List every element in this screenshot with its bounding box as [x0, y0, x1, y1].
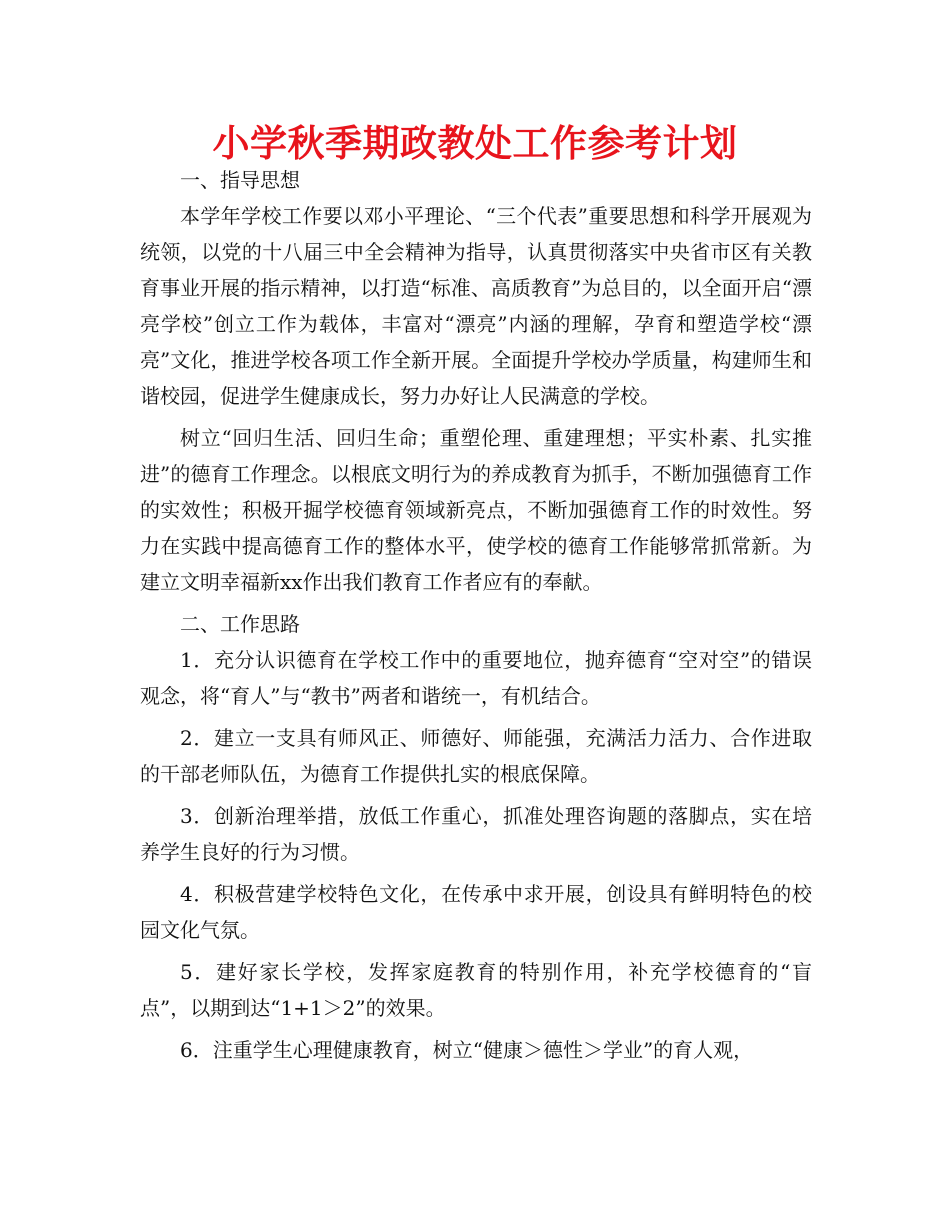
document-body — [140, 162, 812, 1068]
list-item: 4．积极营建学校特色文化，在传承中求开展，创设具有鲜明特色的校园文化气氛。 — [140, 882, 812, 942]
section-heading-1: 一、指导思想 — [180, 168, 300, 192]
paragraph: 本学年学校工作要以邓小平理论、“三个代表”重要思想和科学开展观为统领，以党的十八届三中全会精神为指导，认真贯彻落实中央省市区有关教育事业开展的指示精神，以打造“标准、高质教育”为总目的，以全面开启“漂亮学校”创立工作为载体，丰富对“漂亮”内涵的理解，孕育和塑造学校“漂亮”文化，推进学校各项工作全新开展。全面提升学校办学质量，构建师生和谐校园，促进学生健康成长，努力办好让人民满意的学校。 — [140, 204, 812, 408]
section-heading-2: 二、工作思路 — [180, 612, 300, 636]
list-item: 6．注重学生心理健康教育，树立“健康＞德性＞学业”的育人观， — [180, 1038, 754, 1062]
paragraph: 树立“回归生活、回归生命；重塑伦理、重建理想；平实朴素、扎实推进”的德育工作理念。以根底文明行为的养成教育为抓手，不断加强德育工作的实效性；积极开掘学校德育领域新亮点，不断加强德育工作的时效性。努力在实践中提高德育工作的整体水平，使学校的德育工作能够常抓常新。为建立文明幸福新xx作出我们教育工作者应有的奉献。 — [140, 426, 812, 594]
list-item: 1．充分认识德育在学校工作中的重要地位，抛弃德育“空对空”的错误观念，将“育人”与“教书”两者和谐统一，有机结合。 — [140, 648, 812, 708]
document-title: 小学秋季期政教处工作参考计划 — [212, 122, 738, 165]
list-item: 5．建好家长学校，发挥家庭教育的特别作用，补充学校德育的“盲点”，以期到达“1+1＞2”的效果。 — [140, 960, 812, 1020]
list-item: 2．建立一支具有师风正、师德好、师能强，充满活力活力、合作进取的干部老师队伍，为德育工作提供扎实的根底保障。 — [140, 726, 812, 786]
list-item: 3．创新治理举措，放低工作重心，抓准处理咨询题的落脚点，实在培养学生良好的行为习惯。 — [140, 804, 812, 864]
